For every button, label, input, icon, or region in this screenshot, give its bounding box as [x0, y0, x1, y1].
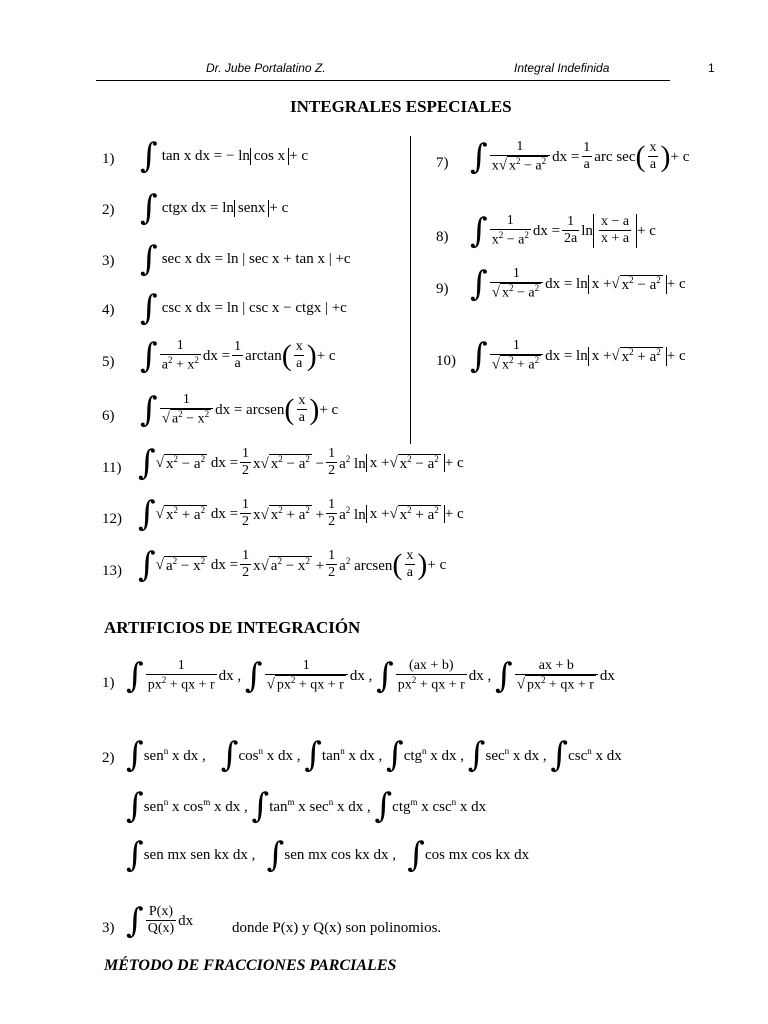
- artificio-2-row3: ∫ sen mx sen kx dx , ∫ sen mx cos kx dx , ∫ cos mx cos kx dx: [126, 835, 530, 875]
- integral-sign: ∫: [376, 656, 394, 697]
- item-number: 1): [102, 675, 115, 691]
- artificio-3-expr: ∫ $\frac{P(x)}{Q(x)}$ dx: [126, 901, 194, 941]
- formula-3-expr: ∫ sec x dx = ln | sec x + tan x | +c: [140, 239, 351, 279]
- integral-sign: ∫: [140, 188, 158, 228]
- header-rule: [96, 80, 670, 81]
- formula-8-expr: ∫ $\frac{1}{x^2 - a^2}$ dx = $\frac{1}{2a}$ ln $\frac{x - a}{x + a}$ + c: [470, 211, 656, 252]
- formula-9-expr: ∫ $\frac{1}{√ x^2 - a^2}$ dx = ln x + √ $x^2 - a^2$ + c: [470, 264, 686, 305]
- formula-2-expr: ∫ ctgx dx = ln senx + c: [140, 188, 289, 228]
- integral-sign: ∫: [470, 336, 488, 377]
- integral-sign: ∫: [140, 390, 158, 431]
- header-topic: Integral Indefinida: [514, 61, 610, 75]
- integral-sign: ∫: [244, 656, 263, 697]
- section-title-artificios: ARTIFICIOS DE INTEGRACIÓN: [104, 618, 361, 637]
- integral-sign: ∫: [140, 239, 158, 279]
- integral-sign: ∫: [470, 137, 488, 178]
- formula-number: 4): [102, 302, 115, 318]
- formula-number: 8): [436, 229, 449, 245]
- integral-sign: ∫: [470, 211, 488, 252]
- formula-number: 2): [102, 202, 115, 218]
- integral-sign: ∫: [140, 336, 158, 377]
- item3-note: donde P(x) y Q(x) son polinomios.: [232, 920, 442, 936]
- formula-11-expr: ∫ √ $x^2 - a^2$ dx = $\frac{1}{2}$ x√ $x^2 - a^2$ − $\frac{1}{2}$ $a^2$ ln x + √ $x^2 - a^2$ + c: [138, 443, 464, 483]
- formula-1: [102, 150, 115, 168]
- formula-number: 7): [436, 155, 449, 171]
- formula-number: 1): [102, 151, 115, 167]
- integral-sign: ∫: [138, 545, 156, 585]
- section-title-fracciones: MÉTODO DE FRACCIONES PARCIALES: [104, 957, 397, 974]
- integral-sign: ∫: [126, 901, 144, 941]
- integral-sign: ∫: [495, 656, 513, 697]
- integral-sign: ∫: [470, 264, 488, 305]
- formula-number: 13): [102, 563, 122, 579]
- item-number: 3): [102, 920, 115, 936]
- formula-13-expr: ∫ √ $a^2 - x^2$ dx = $\frac{1}{2}$ x√ $a^2 - x^2$ + $\frac{1}{2}$ $a^2$ arcsen ( $\frac{x}{a}$ ) + c: [138, 545, 447, 585]
- formula-number: 6): [102, 408, 115, 424]
- artificio-1-expr: ∫ $\frac{1}{px^2 + qx + r}$ dx , ∫ $\frac{1}{√ px^2 + qx + r}$ dx , ∫ $\frac{(ax + b)}{px^2 + qx + r}$ dx , ∫ $\frac{ax + b}{√ px^2 + qx + r}$ dx: [126, 656, 615, 697]
- page-number: 1: [708, 61, 715, 75]
- page-title: INTEGRALES ESPECIALES: [290, 97, 512, 116]
- integral-sign: ∫: [138, 494, 156, 534]
- formula-number: 10): [436, 353, 456, 369]
- integral-sign: ∫: [138, 443, 156, 483]
- formula-12-expr: ∫ √ $x^2 + a^2$ dx = $\frac{1}{2}$ x√ $x^2 + a^2$ + $\frac{1}{2}$ $a^2$ ln x + √ $x^2 + a^2$ + c: [138, 494, 464, 534]
- integral-sign: ∫: [140, 288, 158, 328]
- formula-10-expr: ∫ $\frac{1}{√ x^2 + a^2}$ dx = ln x + √ $x^2 + a^2$ + c: [470, 336, 686, 377]
- column-divider: [410, 136, 411, 444]
- formula-number: 9): [436, 281, 449, 297]
- formula-number: 12): [102, 511, 122, 527]
- formula-number: 3): [102, 253, 115, 269]
- formula-5-expr: ∫ $\frac{1}{a^2 + x^2}$ dx = $\frac{1}{a}$ arctan ( $\frac{x}{a}$ ) + c: [140, 336, 336, 377]
- formula-number: 11): [102, 460, 122, 476]
- item-number: 2): [102, 750, 115, 766]
- formula-6-expr: ∫ $\frac{1}{√ a^2 - x^2}$ dx = arcsen ( $\frac{x}{a}$ ) + c: [140, 390, 339, 431]
- artificio-2-row2: ∫ sen$^n$ x $\cos^m x$ dx , ∫ $\tan^m x$ $\sec^n x$ dx , ∫ ctg$^m$ x $\csc^n x$ dx: [126, 786, 487, 826]
- formula-4-expr: ∫ csc x dx = ln | csc x − ctgx | +c: [140, 288, 347, 328]
- formula-1-expr: ∫ tan x dx = − ln cos x + c: [140, 136, 309, 176]
- integral-sign: ∫: [126, 656, 144, 697]
- artificio-2-row1: ∫ sen$^n$ x dx , ∫ $\cos^n x$ dx , ∫ $\tan^n x$ dx , ∫ ctg$^n$ x dx , ∫ $\sec^n x$ dx , ∫ $\csc^n x$ dx: [126, 735, 622, 775]
- formula-7-expr: ∫ $\frac{1}{x√ x^2 - a^2}$ dx = $\frac{1}{a}$ arc sec ( $\frac{x}{a}$ ) + c: [470, 137, 690, 178]
- header-author: Dr. Jube Portalatino Z.: [206, 61, 326, 75]
- formula-number: 5): [102, 354, 115, 370]
- integral-sign: ∫: [140, 136, 158, 176]
